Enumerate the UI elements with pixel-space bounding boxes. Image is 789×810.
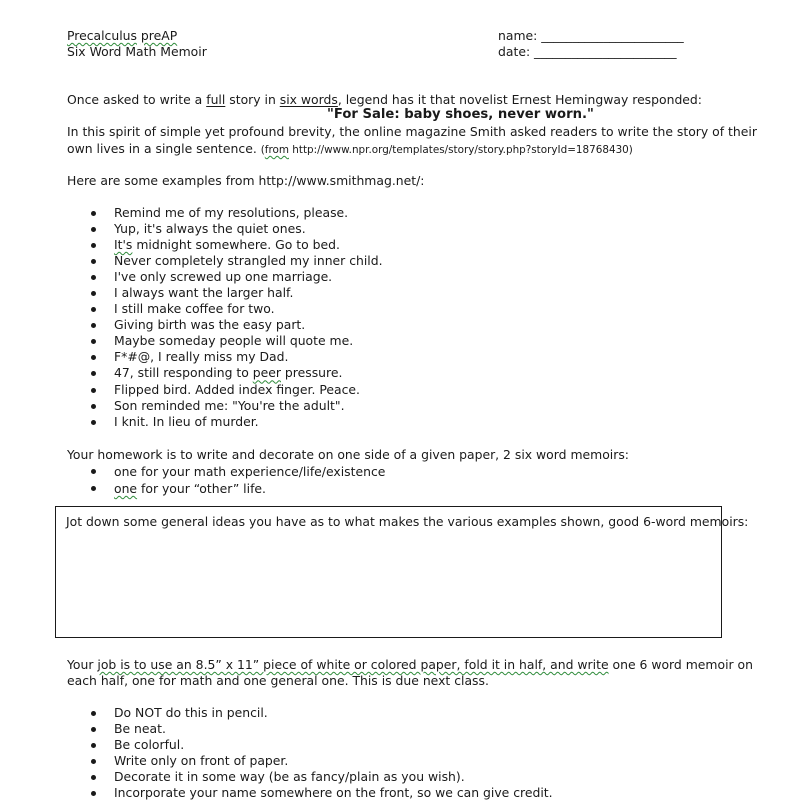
list-item: Decorate it in some way (be as fancy/plain as you wish).	[67, 769, 553, 785]
intro-six-words: six words	[279, 92, 338, 107]
homework-one: one	[114, 481, 138, 496]
name-field: name: _______________________	[498, 28, 684, 43]
job-line-2: each half, one for math and one general one. This is due next class.	[67, 673, 489, 688]
date-field: date: _______________________	[498, 44, 677, 59]
examples-list	[67, 205, 383, 430]
list-item: Do NOT do this in pencil.	[67, 705, 553, 721]
hemingway-quote: "For Sale: baby shoes, never worn."	[327, 107, 594, 122]
list-item: I always want the larger half.	[67, 285, 383, 301]
course-prefix: Precalculus	[67, 28, 137, 43]
brevity-line-1: In this spirit of simple yet profound brevity, the online magazine Smith asked readers to write the story of their	[67, 124, 757, 139]
list-item: Remind me of my resolutions, please.	[67, 205, 383, 221]
course-title	[67, 28, 177, 43]
ideas-prompt: Jot down some general ideas you have as to what makes the various examples shown, good 6-word memoirs:	[66, 514, 749, 529]
worksheet-title: Six Word Math Memoir	[67, 44, 207, 59]
intro-paragraph	[67, 92, 702, 107]
homework-list	[67, 463, 385, 497]
its-word: It's	[114, 237, 133, 253]
homework-text: Your homework is to write and decorate on one side of a given paper, 2 six word memoirs:	[67, 447, 629, 462]
list-item: F*#@, I really miss my Dad.	[67, 349, 383, 365]
intro-text-b: story in	[225, 92, 280, 107]
job-instructions: job is to use an 8.5” x 11” piece of white or colored paper, fold it in half, and write	[97, 657, 609, 672]
list-item: I still make coffee for two.	[67, 301, 383, 317]
list-item	[67, 237, 383, 253]
examples-intro: Here are some examples from http://www.smithmag.net/:	[67, 173, 425, 188]
list-item	[67, 365, 383, 381]
list-item: Giving birth was the easy part.	[67, 317, 383, 333]
npr-citation	[261, 144, 633, 156]
intro-text-c: , legend has it that novelist Ernest Hemingway responded:	[337, 92, 702, 107]
list-item	[67, 480, 385, 497]
rules-list	[67, 705, 553, 801]
course-suffix: preAP	[140, 28, 178, 43]
citation-from: from	[264, 144, 289, 156]
peer-word: peer	[252, 365, 281, 381]
list-item: Maybe someday people will quote me.	[67, 333, 383, 349]
list-item: I've only screwed up one marriage.	[67, 269, 383, 285]
its-rest: midnight somewhere. Go to bed.	[132, 237, 340, 253]
brevity-line-2	[67, 141, 633, 156]
intro-full: full	[206, 92, 226, 107]
list-item: Yup, it's always the quiet ones.	[67, 221, 383, 237]
ideas-box[interactable]	[55, 506, 749, 638]
job-text-a: Your	[67, 657, 98, 672]
citation-url: http://www.npr.org/templates/story/story.php?storyId=18768430)	[288, 144, 633, 156]
intro-text-a: Once asked to write a	[67, 92, 207, 107]
job-text-b: one 6 word memoir on	[608, 657, 753, 672]
homework-other: for your “other” life.	[137, 481, 266, 496]
list-item: I knit. In lieu of murder.	[67, 414, 383, 430]
list-item: one for your math experience/life/existence	[67, 463, 385, 480]
list-item: Flipped bird. Added index finger. Peace.	[67, 382, 383, 398]
peer-text-b: pressure.	[280, 365, 343, 381]
list-item: Never completely strangled my inner child.	[67, 253, 383, 269]
list-item: Be neat.	[67, 721, 553, 737]
brevity-line-2-text: own lives in a single sentence.	[67, 141, 257, 156]
peer-text-a: 47, still responding to	[114, 365, 253, 381]
citation-paren: (	[260, 144, 265, 156]
list-item: Be colorful.	[67, 737, 553, 753]
job-line-1	[67, 657, 753, 672]
list-item: Write only on front of paper.	[67, 753, 553, 769]
list-item: Son reminded me: "You're the adult".	[67, 398, 383, 414]
list-item: Incorporate your name somewhere on the front, so we can give credit.	[67, 785, 553, 801]
